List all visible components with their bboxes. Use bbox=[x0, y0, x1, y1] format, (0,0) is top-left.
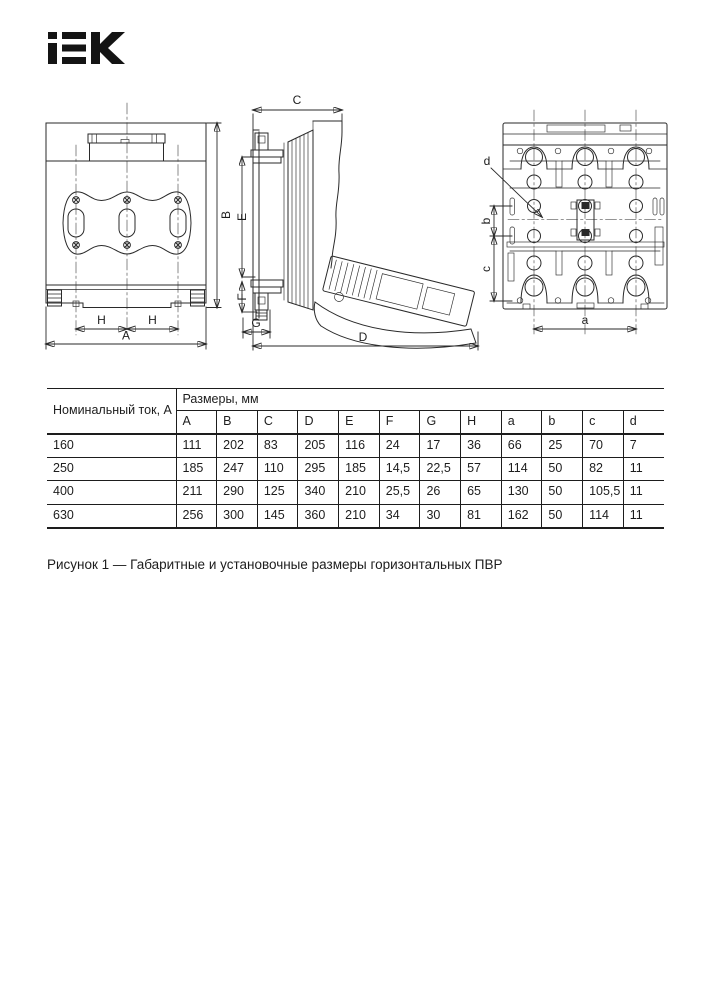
value-cell: 162 bbox=[501, 504, 542, 528]
value-cell: 114 bbox=[501, 457, 542, 481]
value-cell: 256 bbox=[176, 504, 217, 528]
value-cell: 11 bbox=[623, 504, 664, 528]
value-cell: 300 bbox=[217, 504, 258, 528]
value-cell: 202 bbox=[217, 434, 258, 458]
value-cell: 211 bbox=[176, 481, 217, 505]
logo-k bbox=[91, 32, 125, 64]
dimensions-table bbox=[47, 388, 664, 529]
logo-i-dot bbox=[48, 32, 57, 39]
value-cell: 26 bbox=[420, 481, 461, 505]
dim-label-g-side: G bbox=[251, 316, 261, 330]
dim-label-f-side: F bbox=[235, 293, 249, 301]
value-cell: 340 bbox=[298, 481, 339, 505]
dim-col-header: F bbox=[379, 411, 420, 434]
value-cell: 24 bbox=[379, 434, 420, 458]
value-cell: 65 bbox=[461, 481, 502, 505]
value-cell: 295 bbox=[298, 457, 339, 481]
current-column-header: Номинальный ток, А bbox=[47, 389, 176, 434]
dim-label-a-rear: a bbox=[581, 313, 589, 327]
rear-view-drawing bbox=[470, 98, 685, 348]
dim-label-a-front: A bbox=[121, 328, 131, 343]
dim-col-header: C bbox=[257, 411, 298, 434]
value-cell: 11 bbox=[623, 457, 664, 481]
value-cell: 34 bbox=[379, 504, 420, 528]
value-cell: 116 bbox=[339, 434, 380, 458]
value-cell: 185 bbox=[176, 457, 217, 481]
value-cell: 290 bbox=[217, 481, 258, 505]
current-cell: 160 bbox=[47, 434, 176, 458]
figure-caption: Рисунок 1 — Габаритные и установочные размеры горизонтальных ПВР bbox=[47, 557, 503, 572]
value-cell: 185 bbox=[339, 457, 380, 481]
value-cell: 130 bbox=[501, 481, 542, 505]
value-cell: 110 bbox=[257, 457, 298, 481]
value-cell: 11 bbox=[623, 481, 664, 505]
value-cell: 36 bbox=[461, 434, 502, 458]
value-cell: 14,5 bbox=[379, 457, 420, 481]
dim-label-c-side: C bbox=[292, 93, 302, 107]
value-cell: 360 bbox=[298, 504, 339, 528]
logo-e-bar bbox=[62, 57, 86, 64]
dim-col-header: a bbox=[501, 411, 542, 434]
value-cell: 105,5 bbox=[583, 481, 624, 505]
value-cell: 81 bbox=[461, 504, 502, 528]
table-row bbox=[47, 457, 664, 481]
value-cell: 66 bbox=[501, 434, 542, 458]
dim-label-d-rear: d bbox=[483, 154, 491, 168]
logo-i-stem bbox=[48, 43, 57, 64]
dim-col-header: E bbox=[339, 411, 380, 434]
dim-label-h2: H bbox=[148, 313, 157, 327]
value-cell: 7 bbox=[623, 434, 664, 458]
current-cell: 250 bbox=[47, 457, 176, 481]
table-header-row bbox=[47, 389, 664, 411]
front-view-drawing bbox=[30, 95, 235, 360]
dim-label-c-rear: c bbox=[479, 266, 493, 272]
dim-label-e-side: E bbox=[235, 212, 249, 222]
value-cell: 83 bbox=[257, 434, 298, 458]
dim-label-h1: H bbox=[97, 313, 106, 327]
dim-col-header: H bbox=[461, 411, 502, 434]
value-cell: 25 bbox=[542, 434, 583, 458]
value-cell: 50 bbox=[542, 481, 583, 505]
table-row bbox=[47, 504, 664, 528]
dim-col-header: A bbox=[176, 411, 217, 434]
value-cell: 114 bbox=[583, 504, 624, 528]
sizes-group-header: Размеры, мм bbox=[176, 389, 664, 411]
value-cell: 30 bbox=[420, 504, 461, 528]
value-cell: 82 bbox=[583, 457, 624, 481]
value-cell: 205 bbox=[298, 434, 339, 458]
value-cell: 210 bbox=[339, 504, 380, 528]
dim-col-header: d bbox=[623, 411, 664, 434]
dim-col-header: D bbox=[298, 411, 339, 434]
current-cell: 400 bbox=[47, 481, 176, 505]
value-cell: 57 bbox=[461, 457, 502, 481]
dim-col-header: c bbox=[583, 411, 624, 434]
dim-label-b-rear: b bbox=[479, 217, 493, 225]
value-cell: 210 bbox=[339, 481, 380, 505]
value-cell: 111 bbox=[176, 434, 217, 458]
table-row bbox=[47, 481, 664, 505]
value-cell: 247 bbox=[217, 457, 258, 481]
value-cell: 22,5 bbox=[420, 457, 461, 481]
logo-e-bar bbox=[62, 32, 86, 39]
logo-e-bar bbox=[62, 45, 86, 52]
value-cell: 125 bbox=[257, 481, 298, 505]
value-cell: 17 bbox=[420, 434, 461, 458]
dim-col-header: B bbox=[217, 411, 258, 434]
value-cell: 25,5 bbox=[379, 481, 420, 505]
value-cell: 50 bbox=[542, 504, 583, 528]
value-cell: 50 bbox=[542, 457, 583, 481]
value-cell: 70 bbox=[583, 434, 624, 458]
current-cell: 630 bbox=[47, 504, 176, 528]
value-cell: 145 bbox=[257, 504, 298, 528]
dim-col-header: b bbox=[542, 411, 583, 434]
dim-label-d-side: D bbox=[358, 330, 368, 344]
table-row bbox=[47, 434, 664, 458]
dim-col-header: G bbox=[420, 411, 461, 434]
side-view-drawing bbox=[235, 88, 485, 363]
dim-label-b-front: B bbox=[219, 210, 233, 220]
iek-logo bbox=[48, 32, 126, 64]
